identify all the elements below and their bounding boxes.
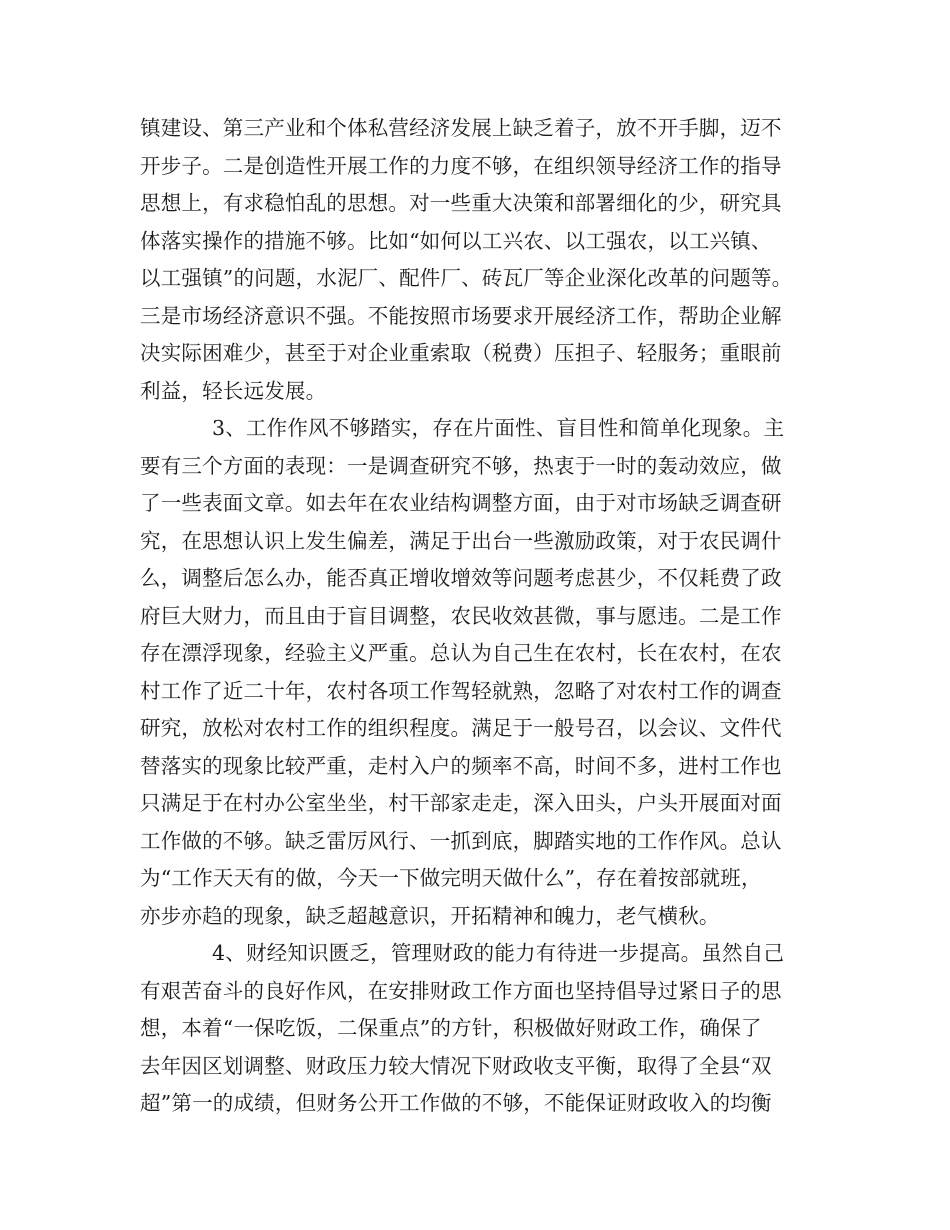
text-line: 去年因区划调整、财政压力较大情况下财政收支平衡，取得了全县“双	[140, 1053, 772, 1078]
text-line: 镇建设、第三产业和个体私营经济发展上缺乏着子，放不开手脚，迈不	[140, 116, 782, 140]
text-line: 超”第一的成绩，但财务公开工作做的不够，不能保证财政收入的均衡	[140, 1091, 772, 1115]
paragraph-3-heading-line: 3、工作作风不够踏实，存在片面性、盲目性和简单化现象。主	[212, 416, 785, 440]
text-line: 亦步亦趋的现象，缺乏超越意识，开拓精神和魄力，老气横秋。	[140, 903, 720, 928]
text-line: 三是市场经济意识不强。不能按照市场要求开展经济工作，帮助企业解	[140, 303, 782, 328]
text-line: 存在漂浮现象，经验主义严重。总认为自己生在农村，长在农村，在农	[140, 641, 782, 665]
text-line: 究，在思想认识上发生偏差，满足于出台一些激励政策，对于农民调什	[140, 528, 782, 553]
text-line: 利益，轻长远发展。	[140, 378, 327, 403]
text-line: 村工作了近二十年，农村各项工作驾轻就熟，忽略了对农村工作的调查	[140, 678, 782, 703]
text-line: 决实际困难少，甚至于对企业重索取（税费）压担子、轻服务；重眼前	[140, 341, 782, 365]
text-line: 有艰苦奋斗的良好作风，在安排财政工作方面也坚持倡导过紧日子的思	[140, 978, 782, 1003]
text-line: 开步子。二是创造性开展工作的力度不够，在组织领导经济工作的指导	[140, 153, 782, 178]
text-line: 工作做的不够。缺乏雷厉风行、一抓到底，脚踏实地的工作作风。总认	[140, 828, 782, 853]
text-line: 体落实操作的措施不够。比如“如何以工兴农、以工强农，以工兴镇、	[140, 228, 772, 253]
text-line: 府巨大财力，而且由于盲目调整，农民收效甚微，事与愿违。二是工作	[140, 603, 782, 628]
text-line: 为“工作天天有的做，今天一下做完明天做什么”，存在着按部就班，	[140, 866, 762, 890]
text-line: 替落实的现象比较严重，走村入户的频率不高，时间不多，进村工作也	[140, 753, 782, 778]
text-line: 想，本着“一保吃饭，二保重点”的方针，积极做好财政工作，确保了	[140, 1016, 762, 1040]
text-line: 么，调整后怎么办，能否真正增收增效等问题考虑甚少，不仅耗费了政	[140, 566, 782, 590]
text-line: 以工强镇”的问题，水泥厂、配件厂、砖瓦厂等企业深化改革的问题等。	[140, 266, 793, 290]
text-line: 只满足于在村办公室坐坐，村干部家走走，深入田头，户头开展面对面	[140, 791, 782, 815]
text-line: 思想上，有求稳怕乱的思想。对一些重大决策和部署细化的少，研究具	[140, 191, 782, 215]
text-line: 要有三个方面的表现：一是调查研究不够，热衷于一时的轰动效应，做	[140, 453, 782, 478]
body-text	[140, 110, 830, 1123]
text-line: 研究，放松对农村工作的组织程度。满足于一般号召，以会议、文件代	[140, 716, 782, 740]
paragraph-4-heading-line: 4、财经知识匮乏，管理财政的能力有待进一步提高。虽然自己	[212, 941, 785, 965]
text-line: 了一些表面文章。如去年在农业结构调整方面，由于对市场缺乏调查研	[140, 491, 782, 515]
